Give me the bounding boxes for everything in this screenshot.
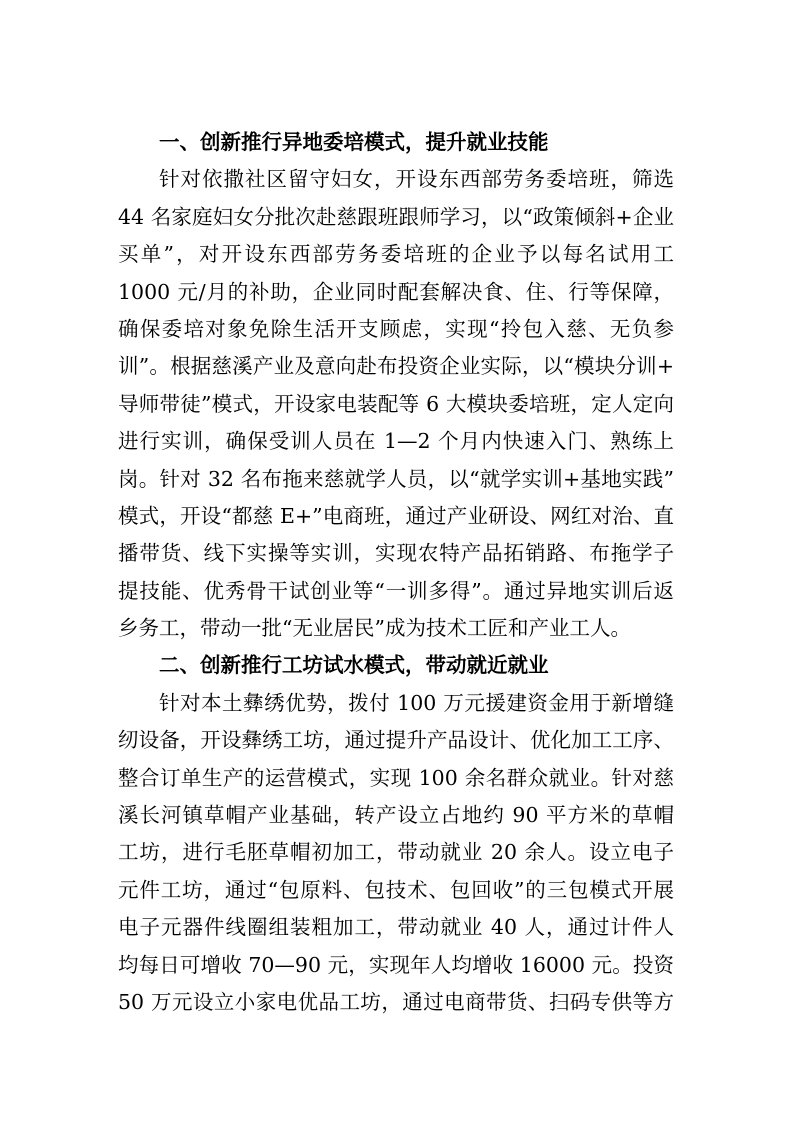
paragraph-line: 44 名家庭妇女分批次赴慈跟班跟师学习，以“政策倾斜+企业 — [118, 204, 674, 229]
paragraph-line: 导师带徒”模式，开设家电装配等 6 大模块委培班，定人定向 — [118, 391, 674, 416]
paragraph-line: 针对本土彝绣优势，拨付 100 万元援建资金用于新增缝 — [159, 690, 674, 715]
paragraph-line: 模式，开设“都慈 E+”电商班，通过产业研设、网红对治、直 — [118, 503, 674, 528]
section-1-paragraph — [118, 161, 674, 647]
section-heading-1: 一、创新推行异地委培模式，提升就业技能 — [159, 130, 549, 154]
paragraph-line: 均每日可增收 70—90 元，实现年人均增收 16000 元。投资 — [118, 952, 674, 977]
document-body — [118, 124, 674, 1021]
paragraph-line: 溪长河镇草帽产业基础，转产设立占地约 90 平方米的草帽 — [118, 803, 674, 828]
paragraph-line: 纫设备，开设彝绣工坊，通过提升产品设计、优化加工工序、 — [118, 728, 674, 753]
paragraph-line: 买单”，对开设东西部劳务委培班的企业予以每名试用工 — [118, 242, 674, 267]
paragraph-line: 进行实训，确保受训人员在 1—2 个月内快速入门、熟练上 — [118, 429, 674, 454]
paragraph-line: 针对依撒社区留守妇女，开设东西部劳务委培班，筛选 — [159, 167, 674, 192]
paragraph-line: 整合订单生产的运营模式，实现 100 余名群众就业。针对慈 — [118, 765, 674, 790]
paragraph-line: 工坊，进行毛胚草帽初加工，带动就业 20 余人。设立电子 — [118, 840, 674, 865]
paragraph-line: 电子元器件线圈组装粗加工，带动就业 40 人，通过计件人 — [118, 915, 674, 940]
section-heading-2: 二、创新推行工坊试水模式，带动就近就业 — [159, 653, 549, 678]
paragraph-line: 播带货、线下实操等实训，实现农特产品拓销路、布拖学子 — [118, 541, 674, 566]
paragraph-line: 岗。针对 32 名布拖来慈就学人员，以“就学实训+基地实践” — [118, 466, 674, 491]
paragraph-line: 提技能、优秀骨干试创业等“一训多得”。通过异地实训后返 — [118, 578, 674, 603]
paragraph-line: 50 万元设立小家电优品工坊，通过电商带货、扫码专供等方 — [118, 989, 674, 1014]
paragraph-line: 元件工坊，通过“包原料、包技术、包回收”的三包模式开展 — [118, 877, 674, 902]
section-2-paragraph — [118, 685, 674, 1022]
paragraph-line: 1000 元/月的补助，企业同时配套解决食、住、行等保障， — [118, 279, 674, 304]
paragraph-line: 乡务工，带动一批“无业居民”成为技术工匠和产业工人。 — [118, 616, 631, 641]
paragraph-line: 确保委培对象免除生活开支顾虑，实现“拎包入慈、无负参 — [118, 316, 674, 341]
paragraph-line: 训”。根据慈溪产业及意向赴布投资企业实际，以“模块分训+ — [118, 354, 674, 379]
